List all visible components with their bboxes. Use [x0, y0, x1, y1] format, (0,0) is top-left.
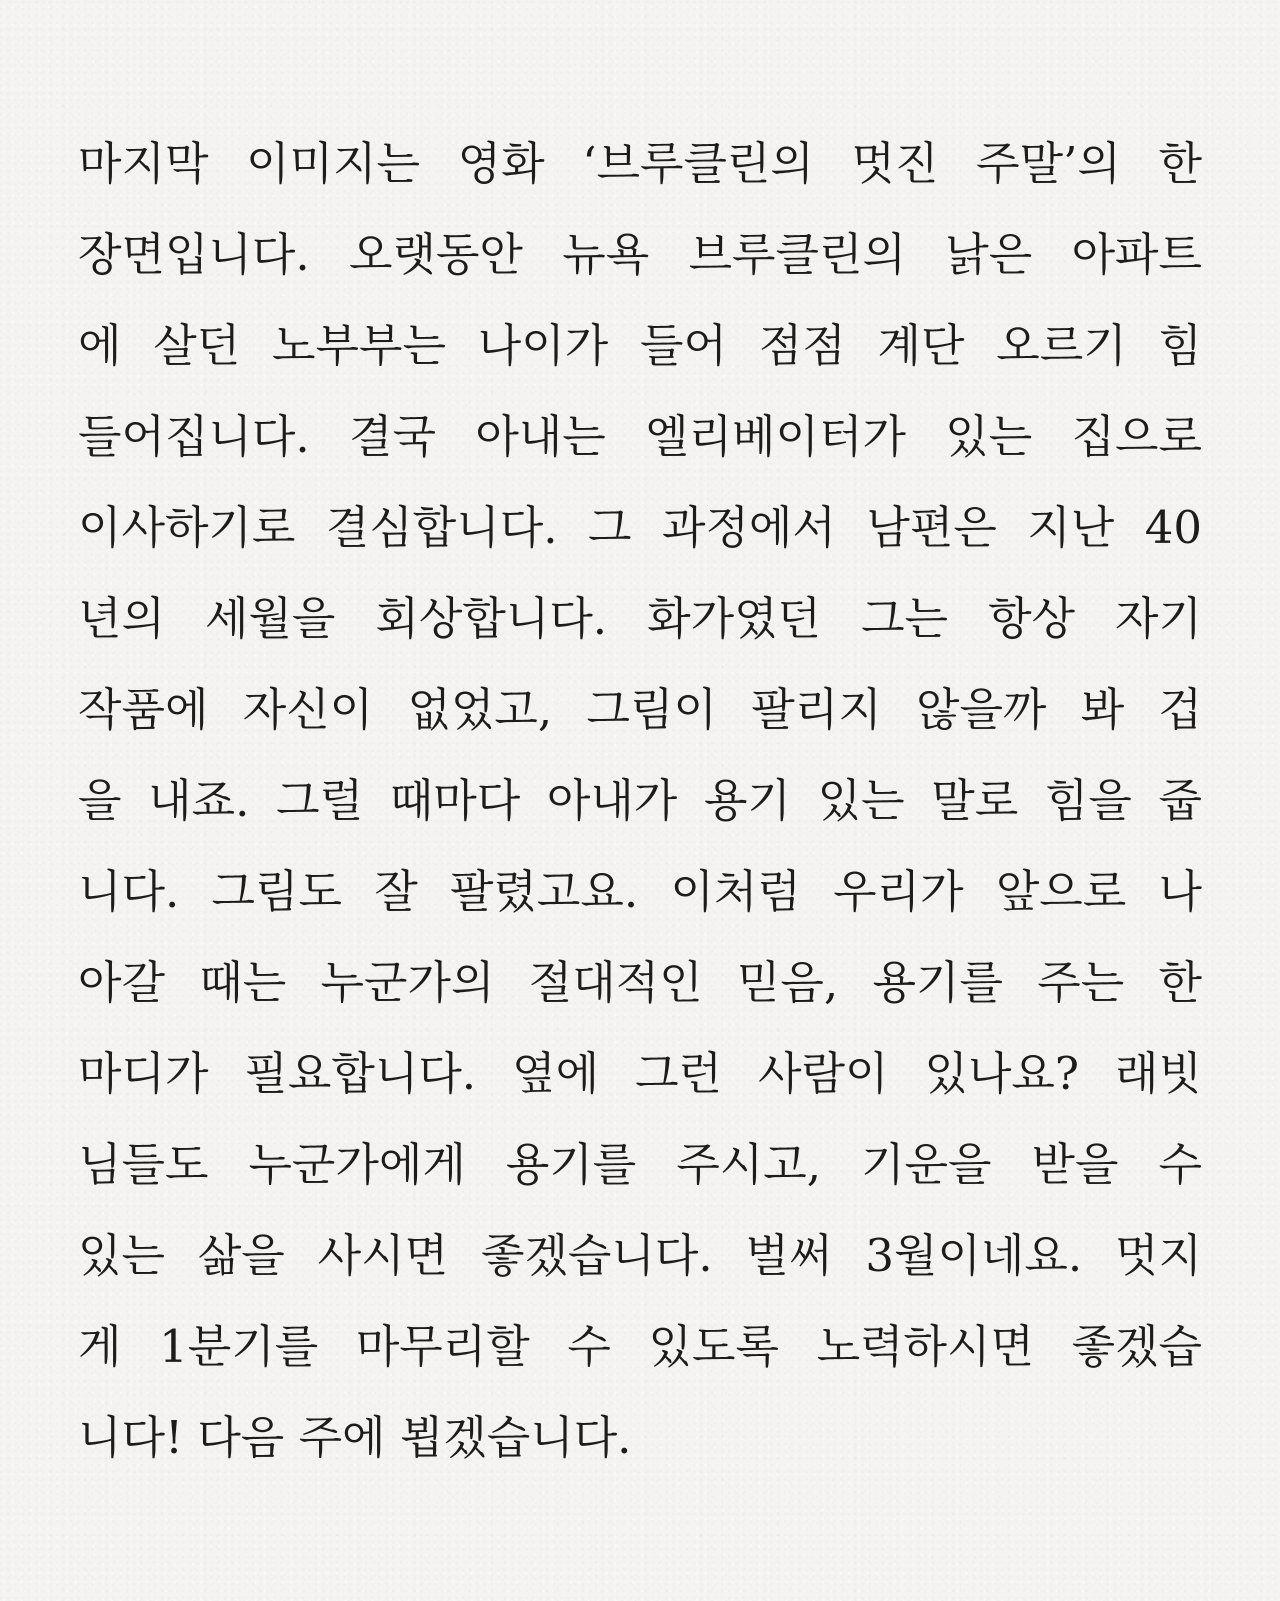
text-line-2: 장면입니다. 오랫동안 뉴욕 브루클린의 낡은 아파트 — [78, 228, 1202, 281]
text-line-13: 있는 삶을 사시면 좋겠습니다. 벌써 3월이네요. 멋지 — [78, 1229, 1202, 1282]
text-line-10: 아갈 때는 누군가의 절대적인 믿음, 용기를 주는 한 — [78, 956, 1202, 1009]
text-line-9: 니다. 그림도 잘 팔렸고요. 이처럼 우리가 앞으로 나 — [78, 865, 1202, 918]
text-line-3: 에 살던 노부부는 나이가 들어 점점 계단 오르기 힘 — [78, 319, 1202, 372]
text-line-7: 작품에 자신이 없었고, 그림이 팔리지 않을까 봐 겁 — [78, 683, 1202, 736]
text-line-4: 들어집니다. 결국 아내는 엘리베이터가 있는 집으로 — [78, 410, 1202, 463]
text-line-1: 마지막 이미지는 영화 ‘브루클린의 멋진 주말’의 한 — [78, 137, 1202, 190]
text-line-14: 게 1분기를 마무리할 수 있도록 노력하시면 좋겠습 — [78, 1320, 1202, 1373]
text-line-8: 을 내죠. 그럴 때마다 아내가 용기 있는 말로 힘을 줍 — [78, 774, 1202, 827]
body-text — [78, 118, 1202, 1483]
text-line-11: 마디가 필요합니다. 옆에 그런 사람이 있나요? 래빗 — [78, 1047, 1202, 1100]
text-line-12: 님들도 누군가에게 용기를 주시고, 기운을 받을 수 — [78, 1138, 1202, 1191]
text-line-5: 이사하기로 결심합니다. 그 과정에서 남편은 지난 40 — [78, 501, 1202, 554]
text-line-6: 년의 세월을 회상합니다. 화가였던 그는 항상 자기 — [78, 592, 1202, 645]
text-line-15: 니다! 다음 주에 뵙겠습니다. — [78, 1411, 632, 1464]
